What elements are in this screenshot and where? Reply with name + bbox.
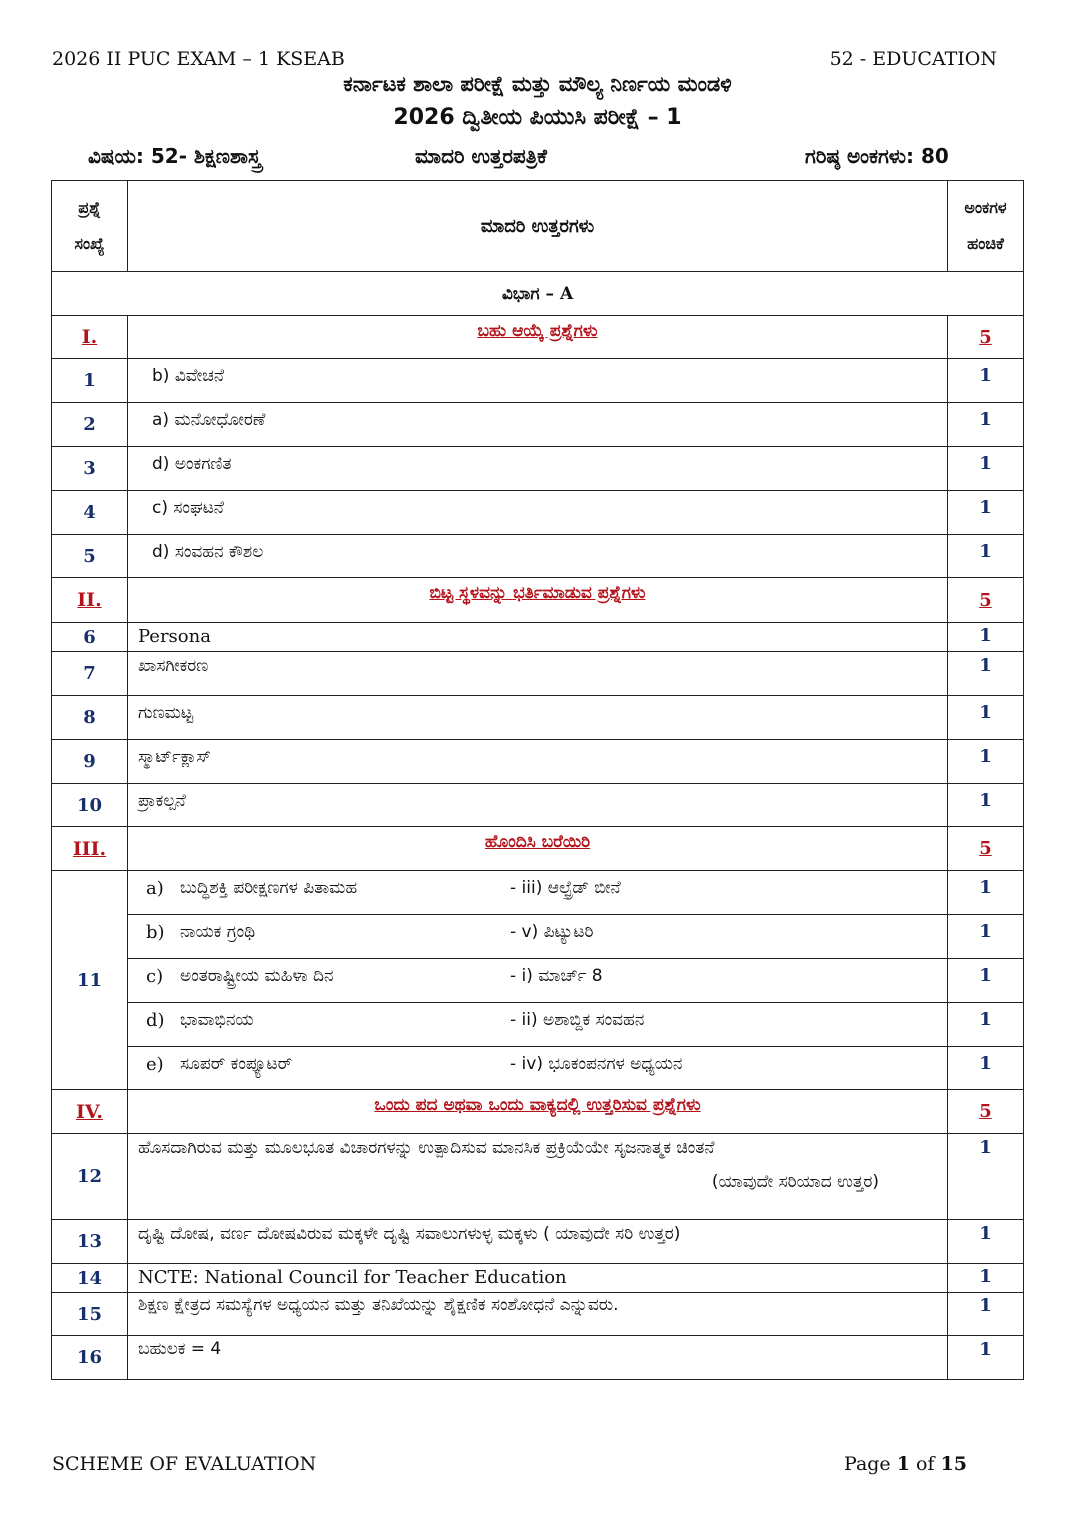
page-total: 15 (940, 1453, 967, 1475)
match-letter: b) (146, 922, 165, 943)
table-row (52, 740, 1024, 784)
question-number: 4 (52, 491, 128, 535)
answer-marks: 1 (948, 403, 1024, 447)
match-letter: c) (146, 966, 164, 987)
match-row (52, 1003, 1024, 1047)
answer-text: NCTE: National Council for Teacher Education (128, 1264, 948, 1293)
table-row (52, 1293, 1024, 1336)
question-number: 8 (52, 696, 128, 740)
part-row (52, 272, 1024, 316)
answer-text: d) ಅಂಕಗಣಿತ (128, 447, 948, 491)
table-row (52, 359, 1024, 403)
table-row (52, 447, 1024, 491)
match-letter: a) (146, 878, 164, 899)
answer-text: ಪ್ರಾಕಲ್ಪನೆ (128, 784, 948, 827)
match-answer: - v) ಪಿಟ್ಯುಟರಿ (510, 922, 594, 942)
match-pair (128, 959, 948, 1003)
table-row (52, 1264, 1024, 1293)
answer-marks: 1 (948, 696, 1024, 740)
answer-note: (ಯಾವುದೇ ಸರಿಯಾದ ಉತ್ತರ) (711, 1172, 879, 1192)
board-title: ಕರ್ನಾಟಕ ಶಾಲಾ ಪರೀಕ್ಷೆ ಮತ್ತು ಮೌಲ್ಯ ನಿರ್ಣಯ ಮಂಡಳಿ (343, 72, 732, 96)
answer-text: b) ವಿವೇಚನೆ (128, 359, 948, 403)
question-number: 3 (52, 447, 128, 491)
match-answer: - i) ಮಾರ್ಚ್ 8 (510, 966, 603, 986)
match-answer: - ii) ಅಶಾಬ್ದಿಕ ಸಂವಹನ (510, 1010, 645, 1030)
question-number: 13 (52, 1220, 128, 1264)
answer-marks: 1 (948, 959, 1024, 1003)
question-number: 1 (52, 359, 128, 403)
marks-header-line1: ಅಂಕಗಳ (964, 198, 1007, 217)
answer-text: c) ಸಂಘಟನೆ (128, 491, 948, 535)
page-of: of (916, 1453, 935, 1475)
match-question: ಸೂಪರ್ ಕಂಪ್ಯೂಟರ್ (180, 1054, 293, 1074)
qno-header (52, 181, 128, 272)
answer-marks: 1 (948, 740, 1024, 784)
answer-text: d) ಸಂವಹನ ಕೌಶಲ (128, 535, 948, 578)
footer-label: SCHEME OF EVALUATION (52, 1453, 317, 1475)
section-marks: 5 (948, 578, 1024, 623)
section-title: ಬಿಟ್ಟ ಸ್ಥಳವನ್ನು ಭರ್ತಿಮಾಡುವ ಪ್ರಶ್ನೆಗಳು (128, 578, 948, 623)
answer-marks: 1 (948, 1220, 1024, 1264)
match-question: ಅಂತರಾಷ್ಟ್ರೀಯ ಮಹಿಳಾ ದಿನ (180, 966, 334, 986)
answer-text: Persona (128, 623, 948, 652)
match-row (52, 959, 1024, 1003)
answer-text: ಹೊಸದಾಗಿರುವ ಮತ್ತು ಮೂಲಭೂತ ವಿಚಾರಗಳನ್ನು ಉತ್ಪಾದಿಸುವ ಮಾನಸಿಕ ಪ್ರಕ್ರಿಯೆಯೇ ಸೃಜನಾತ್ಮಕ ಚಿಂತನೆ (138, 1138, 715, 1158)
answer-marks: 1 (948, 1293, 1024, 1336)
answer-marks: 1 (948, 535, 1024, 578)
section-marks: 5 (948, 316, 1024, 359)
section-number: IV. (52, 1090, 128, 1134)
match-letter: d) (146, 1010, 165, 1031)
table-row (52, 696, 1024, 740)
question-number: 15 (52, 1293, 128, 1336)
match-answer: - iii) ಆಲ್ಫ್ರೆಡ್ ಬೀನೆ (510, 878, 621, 898)
answer-text: a) ಮನೋಧೋರಣೆ (128, 403, 948, 447)
answer-cell (128, 1134, 948, 1220)
match-row (52, 915, 1024, 959)
match-answer: - iv) ಭೂಕಂಪನಗಳ ಅಧ್ಯಯನ (510, 1054, 683, 1074)
section-row (52, 1090, 1024, 1134)
match-pair (128, 915, 948, 959)
marks-header-line2: ಹಂಚಿಕೆ (967, 234, 1004, 253)
table-row (52, 623, 1024, 652)
answer-marks: 1 (948, 1134, 1024, 1220)
answer-marks: 1 (948, 1336, 1024, 1380)
question-number: 6 (52, 623, 128, 652)
match-pair (128, 871, 948, 915)
section-row (52, 827, 1024, 871)
section-title: ಒಂದು ಪದ ಅಥವಾ ಒಂದು ವಾಕ್ಯದಲ್ಲಿ ಉತ್ತರಿಸುವ ಪ್ರಶ್ನೆಗಳು (128, 1090, 948, 1134)
answer-marks: 1 (948, 359, 1024, 403)
answer-marks: 1 (948, 1047, 1024, 1090)
section-title: ಹೊಂದಿಸಿ ಬರೆಯಿರಿ (128, 827, 948, 871)
answer-marks: 1 (948, 447, 1024, 491)
answer-text: ಸ್ಮಾರ್ಟ್‌ಕ್ಲಾಸ್ (128, 740, 948, 784)
qno-header-line1: ಪ್ರಶ್ನೆ (78, 198, 101, 217)
question-number: 10 (52, 784, 128, 827)
section-number: II. (52, 578, 128, 623)
max-marks-label: ಗರಿಷ್ಠ ಅಂಕಗಳು: 80 (805, 144, 949, 168)
match-row (52, 1047, 1024, 1090)
answer-marks: 1 (948, 652, 1024, 696)
match-question: ಬುದ್ಧಿಶಕ್ತಿ ಪರೀಕ್ಷಣಗಳ ಪಿತಾಮಹ (180, 878, 358, 898)
answer-text: ಶಿಕ್ಷಣ ಕ್ಷೇತ್ರದ ಸಮಸ್ಯೆಗಳ ಅಧ್ಯಯನ ಮತ್ತು ತನಿಖೆಯನ್ನು ಶೈಕ್ಷಣಿಕ ಸಂಶೋಧನೆ ಎನ್ನುವರು. (128, 1293, 948, 1336)
answer-marks: 1 (948, 1003, 1024, 1047)
answer-marks: 1 (948, 623, 1024, 652)
exam-title: 2026 ದ್ವಿತೀಯ ಪಿಯುಸಿ ಪರೀಕ್ಷೆ – 1 (393, 105, 682, 130)
answers-header: ಮಾದರಿ ಉತ್ತರಗಳು (128, 181, 948, 272)
question-number: 2 (52, 403, 128, 447)
match-letter: e) (146, 1054, 164, 1075)
section-marks: 5 (948, 1090, 1024, 1134)
section-row (52, 316, 1024, 359)
table-row (52, 535, 1024, 578)
section-number: III. (52, 827, 128, 871)
page-indicator (844, 1453, 967, 1475)
question-number: 16 (52, 1336, 128, 1380)
match-row (52, 871, 1024, 915)
question-number: 5 (52, 535, 128, 578)
section-row (52, 578, 1024, 623)
qno-header-line2: ಸಂಖ್ಯೆ (74, 234, 105, 253)
table-row (52, 491, 1024, 535)
question-number: 9 (52, 740, 128, 784)
section-number: I. (52, 316, 128, 359)
doc-type-label: ಮಾದರಿ ಉತ್ತರಪತ್ರಿಕೆ (415, 144, 547, 168)
marks-header (948, 181, 1024, 272)
answer-text: ದೃಷ್ಟಿ ದೋಷ, ವರ್ಣ ದೋಷವಿರುವ ಮಕ್ಕಳೇ ದೃಷ್ಟಿ ಸವಾಲುಗಳುಳ್ಳ ಮಕ್ಕಳು ( ಯಾವುದೇ ಸರಿ ಉತ್ತರ) (128, 1220, 948, 1264)
table-row (52, 784, 1024, 827)
answer-table (51, 180, 1024, 1380)
answer-marks: 1 (948, 871, 1024, 915)
section-title: ಬಹು ಆಯ್ಕೆ ಪ್ರಶ್ನೆಗಳು (128, 316, 948, 359)
header-subject-code: 52 - EDUCATION (829, 48, 997, 70)
table-row (52, 652, 1024, 696)
match-pair (128, 1047, 948, 1090)
table-row (52, 1336, 1024, 1380)
question-number: 11 (52, 871, 128, 1090)
header-exam-label: 2026 II PUC EXAM – 1 KSEAB (52, 48, 345, 70)
question-number: 7 (52, 652, 128, 696)
answer-marks: 1 (948, 915, 1024, 959)
match-question: ನಾಯಕ ಗ್ರಂಥಿ (180, 922, 256, 942)
part-label: ವಿಭಾಗ – A (52, 272, 1024, 316)
page-word: Page (844, 1453, 891, 1475)
table-row (52, 1134, 1024, 1220)
match-pair (128, 1003, 948, 1047)
table-header-row (52, 181, 1024, 272)
answer-text: ಗುಣಮಟ್ಟ (128, 696, 948, 740)
section-marks: 5 (948, 827, 1024, 871)
question-number: 14 (52, 1264, 128, 1293)
table-row (52, 1220, 1024, 1264)
answer-marks: 1 (948, 1264, 1024, 1293)
table-row (52, 403, 1024, 447)
page-number: 1 (896, 1453, 910, 1475)
match-question: ಭಾವಾಭಿನಯ (180, 1010, 254, 1030)
answer-text: ಬಹುಲಕ = 4 (128, 1336, 948, 1380)
question-number: 12 (52, 1134, 128, 1220)
answer-marks: 1 (948, 784, 1024, 827)
answer-text: ಖಾಸಗೀಕರಣ (128, 652, 948, 696)
subject-label: ವಿಷಯ: 52- ಶಿಕ್ಷಣಶಾಸ್ತ್ರ (88, 144, 261, 168)
answer-marks: 1 (948, 491, 1024, 535)
